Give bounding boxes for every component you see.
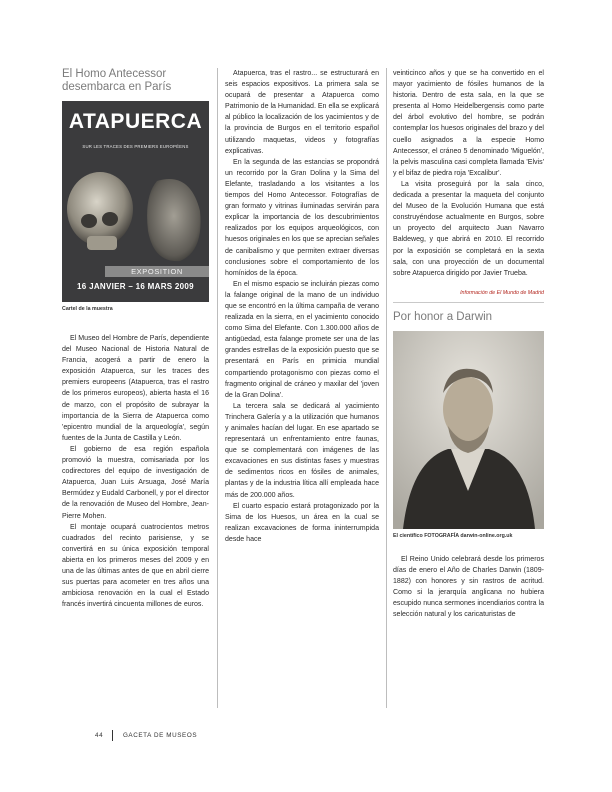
paragraph: Atapuerca, tras el rastro... se estructurará en seis espacios expositivos. La primera sala se ocupará de presentar a Atapuerca como Patrimonio de la Humanidad. En ella se explicará al público la localización de los yacimientos y de la provincia de Burgos en el territorio español utilizando maquetas, videos y fotografías explicativas. [225,70,379,155]
page-number: 44 [95,732,104,740]
column-divider-1 [217,68,218,708]
column-2 [225,68,379,545]
poster-dates: 16 JANVIER – 16 MARS 2009 [77,282,194,291]
poster-caption: Cartel de la muestra [62,306,113,312]
section-divider [393,302,544,303]
paragraph: El gobierno de esa región española promovió la muestra, comisariada por los codirectores del equipo de investigación de Atapuerca, Juan Luis Arsuaga, José María Bermúdez y Eudald Carbonell, y por el director de la renovación de Museo del Hombre, Jean-Pierre Mohen. [62,445,209,520]
paragraph: En la segunda de las estancias se propondrá un recorrido por la Gran Dolina y la Sima del Elefante, trasladando a los visitantes a los tiempos del Homo Antecessor. Fotografías de gran formato y vitrinas iluminadas servirán para explicar la importancia de los descubrimientos realizados por los equipos arqueológicos, con huesos originales en los que se aprecian señales de canibalismo y que permiten extraer diversas conclusiones sobre el comportamiento de los homínidos de la época. [225,158,379,277]
column-1 [62,68,209,610]
exhibition-poster [62,101,209,302]
column-divider-2 [386,68,387,708]
poster-subtitle: SUR LES TRACES DES PREMIERS EUROPÉENS [82,144,189,149]
portrait-caption: El científico FOTOGRAFÍA darwin-online.org.uk [393,532,513,539]
article-title-atapuerca [62,68,209,94]
poster-expo-label: EXPOSITION [105,266,209,277]
footer-divider [112,730,113,741]
paragraph: veinticinco años y que se ha convertido en el mayor yacimiento de fósiles humanos de la historia. Dentro de esta sala, en la que se presenta al Homo Heidelbergensis como parte del árbol evolutivo del hombre, se podrán contemplar los huesos originales del brazo y del cuello asignados a la especie Homo Antecessor, el cráneo 5 denominado 'Miguelón', la pelvis masculina casi completa llamada 'Elvis' y el bifaz de piedra roja 'Excalibur'. [393,70,544,177]
source-credit: Información de El Mundo de Madrid [460,289,544,296]
paragraph: La tercera sala se dedicará al yacimiento Trinchera Galería y a la utilización que humanos y animales hacían del lugar. En ese apartado se representará un enfrentamiento entre faunas, que se complementará con imágenes de las excavaciones en sus distintas fases y muestras de sedimentos ricos en fósiles de animales, plantas y de la industria lítica allí empleada hace más de 200.000 años. [225,402,379,499]
title-line-1: El Homo Antecessor [62,68,167,80]
paragraph: El montaje ocupará cuatrocientos metros cuadrados del recinto parisiense, y se convertirá en su única exposición temporal abierta en los primeros meses del 2009 y en una de las últimas antes de que en abril cierre sus puertas para acometer en tres años una ambiciosa renovación en la cual el Estado francés invertirá cincuenta millones de euros. [62,523,209,609]
column-3 [393,68,544,620]
article-title-darwin: Por honor a Darwin [393,310,493,323]
paragraph: El cuarto espacio estará protagonizado por la Sima de los Huesos, un área en la cual se realizan excavaciones de forma ininterrumpida desde hace [225,502,379,543]
paragraph: En el mismo espacio se incluirán piezas como la falange original de la mano de un individuo que se encontró en la última campaña de verano realizada en la sierra, en el yacimiento conocido como Sima del Elefante. Con 1.300.000 años de antigüedad, esta falange promete ser una de las grandes estrellas de la exposición puesto que se presentará en París en primicia mundial compartiendo protagonismo con piezas como el fragmento original de cráneo y maxilar del 'joven de la Gran Dolina'. [225,280,379,399]
paragraph: La visita proseguirá por la sala cinco, dedicada a presentar la maqueta del conjunto del Museo de la Evolución Humana que está construyéndose actualmente en Burgos, sobre un proyecto del arquitecto Juan Navarro Baldeweg, y que abrirá en 2010. El recorrido por la exposición se completará en la sexta sala, con una proyección de un documental sobre Atapuerca dirigido por Javier Trueba. [393,180,544,277]
paragraph: El Reino Unido celebrará desde los primeros días de enero el Año de Charles Darwin (1809-1882) con honores y sin rastros de acritud. Como si la jerarquía anglicana no hubiera escupido nunca sermones incendiarios contra la selección natural y los caricaturistas de [393,555,544,619]
darwin-portrait [393,331,544,529]
poster-title: ATAPUERCA [68,110,203,133]
portrait-image [393,331,544,529]
paragraph: El Museo del Hombre de París, dependiente del Museo Nacional de Historia Natural de Francia, acogerá a partir de enero la exposición Atapuerca, sur les traces des premiers europeens (Atapuerca, tras el rastro de los primeros europeos), abierta hasta el 16 de marzo, con el propósito de subrayar la importancia de la Sierra de Atapuerca como 'epicentro mundial de la arqueología', según fuentes de la Junta de Castilla y León. [62,335,209,442]
page-footer [95,730,197,741]
publication-name: GACETA DE MUSEOS [122,732,198,740]
title-line-2: desembarca en París [62,81,172,93]
